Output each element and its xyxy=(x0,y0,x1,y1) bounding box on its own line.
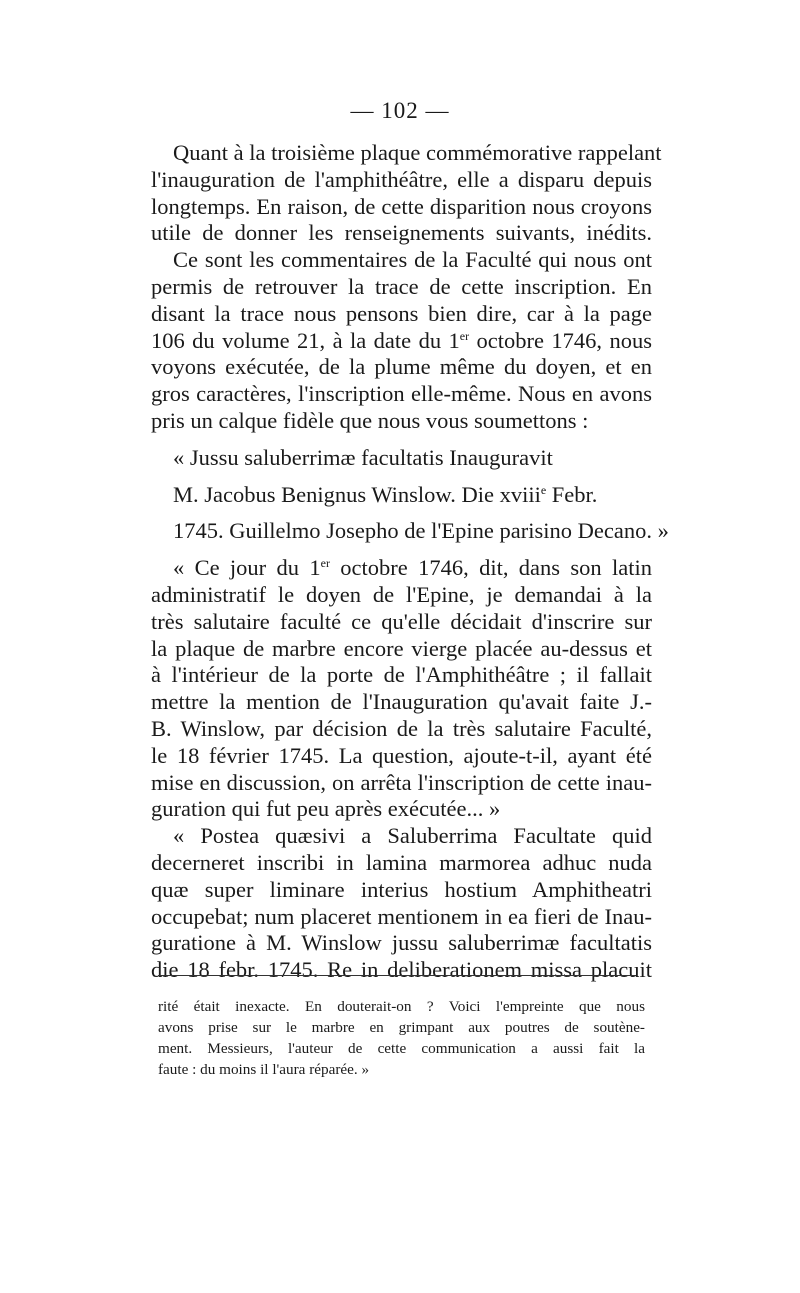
text-line: à l'intérieur de la porte de l'Amphithéâtre ; il fallait xyxy=(151,662,652,688)
text-line: M. Jacobus Benignus Winslow. Die xviii$^e$ Febr. xyxy=(173,481,598,507)
text-line: guration qui fut peu après exécutée... » xyxy=(151,796,501,822)
text-line: Quant à la troisième plaque commémorative rappelant xyxy=(173,140,662,165)
text-line: l'inauguration de l'amphithéâtre, elle a disparu depuis xyxy=(151,166,652,192)
text-line: « Ce jour du 1er octobre 1746, dit, dans son latin xyxy=(173,555,652,581)
text-line: Ce sont les commentaires de la Faculté qui nous ont xyxy=(173,247,652,273)
text-line: decerneret inscribi in lamina marmorea adhuc nuda xyxy=(151,849,652,875)
text-line: très salutaire faculté ce qu'elle décidait d'inscrire sur xyxy=(151,608,652,634)
text-line: B. Winslow, par décision de la très salutaire Faculté, xyxy=(151,715,652,741)
text-line: 1745. Guillelmo Josepho de l'Epine parisino Decano. » xyxy=(173,518,669,544)
text-line: guratione à M. Winslow jussu saluberrimæ facultatis xyxy=(151,930,652,956)
text-line: voyons exécutée, de la plume même du doyen, et en xyxy=(151,354,652,380)
text-line: pris un calque fidèle que nous vous soumettons : xyxy=(151,407,589,433)
footnote-text xyxy=(158,996,645,1080)
text-line: quæ super liminare interius hostium Amphitheatri xyxy=(151,876,652,902)
text-line: le 18 février 1745. La question, ajoute-t-il, ayant été xyxy=(151,742,652,768)
footnote-separator xyxy=(158,975,636,976)
footnote-line: faute : du moins il l'aura réparée. » xyxy=(158,1061,370,1078)
text-line: administratif le doyen de l'Epine, je demandai à la xyxy=(151,581,652,607)
text-line: « Jussu saluberrimæ facultatis Inauguravit xyxy=(173,444,553,470)
text-line: permis de retrouver la trace de cette inscription. En xyxy=(151,273,652,299)
main-text xyxy=(151,140,669,984)
text-line: mettre la mention de l'Inauguration qu'avait faite J.- xyxy=(151,689,652,715)
text-line: longtemps. En raison, de cette disparition nous croyons xyxy=(151,193,652,219)
footnote-line: avons prise sur le marbre en grimpant aux poutres de soutène- xyxy=(158,1019,645,1036)
footnote-line: ment. Messieurs, l'auteur de cette communication a aussi fait la xyxy=(158,1040,645,1057)
text-line: die 18 febr. 1745. Re in deliberationem missa placuit xyxy=(151,957,652,983)
footnote-line: rité était inexacte. En douterait-on ? Voici l'empreinte que nous xyxy=(158,998,645,1015)
text-line: utile de donner les renseignements suivants, inédits. xyxy=(151,220,652,246)
text-line: occupebat; num placeret mentionem in ea fieri de Inau- xyxy=(151,903,652,929)
page-number: — 102 — xyxy=(350,98,450,123)
text-line: mise en discussion, on arrêta l'inscription de cette inau- xyxy=(151,769,652,795)
text-line: « Postea quæsivi a Saluberrima Facultate quid xyxy=(173,823,652,849)
text-line: disant la trace nous pensons bien dire, car à la page xyxy=(151,300,652,326)
text-line: gros caractères, l'inscription elle-même. Nous en avons xyxy=(151,381,652,407)
text-line: 106 du volume 21, à la date du 1er octobre 1746, nous xyxy=(151,327,652,353)
text-line: la plaque de marbre encore vierge placée au-dessus et xyxy=(151,635,652,661)
